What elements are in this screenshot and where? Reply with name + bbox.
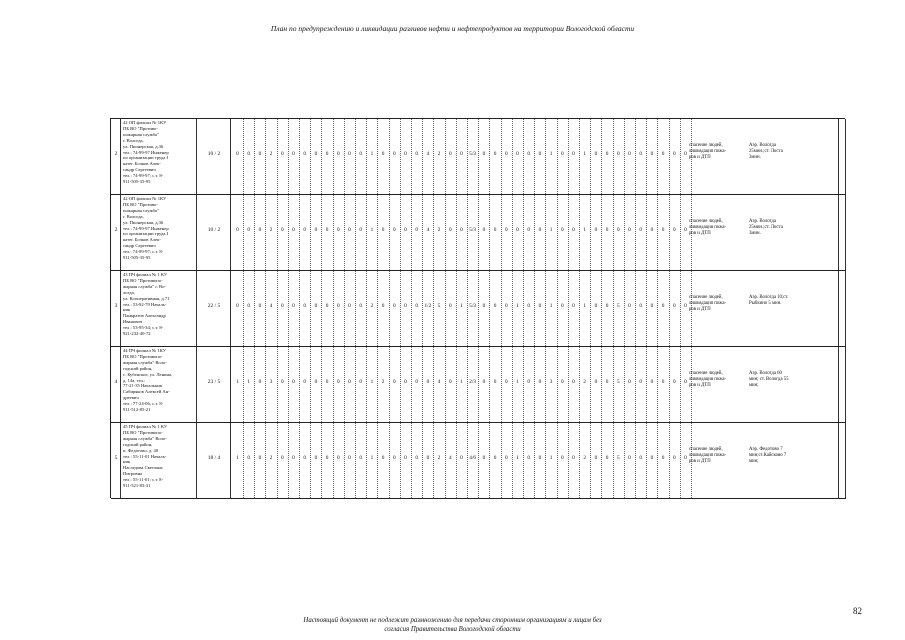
equipment-count: 0 (628, 455, 631, 461)
equipment-count: 0 (572, 455, 575, 461)
equipment-count: 0 (504, 303, 508, 309)
equipment-count: 2 (437, 455, 441, 461)
table-row (111, 195, 846, 271)
equipment-count: 0 (381, 227, 385, 233)
tasks-cell: спасение людей, ликвидация пожа- ров и ДТП (689, 143, 727, 161)
equipment-count: 0 (482, 303, 486, 309)
equipment-count: 0 (628, 303, 631, 309)
equipment-count: 1 (236, 379, 239, 385)
equipment-count: 0 (616, 151, 620, 157)
equipment-count: 0 (426, 379, 430, 385)
equipment-count: 1 (516, 303, 519, 309)
equipment-count: 2 (583, 455, 587, 461)
equipment-count: 0 (303, 151, 307, 157)
equipment-count: 0 (527, 151, 531, 157)
equipment-count: 0 (392, 303, 396, 309)
equipment-count: 0 (560, 303, 564, 309)
equipment-count: 0 (684, 303, 687, 309)
equipment-count: 0 (661, 455, 665, 461)
equipment-count: 0 (336, 303, 340, 309)
forces-table (110, 118, 845, 498)
equipment-count: 0 (661, 379, 665, 385)
equipment-count: 5 (437, 303, 441, 309)
equipment-count: 4 (448, 455, 452, 461)
equipment-count: 4 (437, 379, 441, 385)
equipment-count: 1 (549, 455, 553, 461)
unit-description: 44 ПЧ филиал № 1КУ ПБ ВО "Противопо- жарная служба" Воло- годский район, с. Кубенское, ул. Ленина, д. 14а, тел.: 77-21-35 Начальник Сабиряков Алексей Ан- дреевич тел.: 77-24-06; с.т. 8- 911-512-85-21 (123, 348, 173, 413)
equipment-count: 0 (426, 455, 430, 461)
equipment-count: 1 (370, 455, 374, 461)
equipment-count: 0 (504, 379, 508, 385)
equipment-count: 0 (314, 455, 318, 461)
equipment-count: 0 (493, 455, 497, 461)
equipment-count: 0 (415, 303, 419, 309)
equipment-count: 0 (527, 379, 531, 385)
equipment-count: 0 (482, 379, 486, 385)
equipment-count: 0 (672, 227, 676, 233)
equipment-count: 0 (247, 227, 251, 233)
equipment-count: 1/2 (424, 303, 432, 309)
tasks-cell: спасение людей, ликвидация пожа- ров и ДТП (689, 295, 727, 313)
equipment-count: 0 (493, 379, 497, 385)
equipment-count: 0 (672, 455, 676, 461)
equipment-count: 0 (236, 303, 239, 309)
equipment-count: 0 (292, 151, 295, 157)
equipment-count: 0 (650, 455, 654, 461)
equipment-count: 1 (247, 379, 251, 385)
equipment-count: 3 (549, 379, 553, 385)
equipment-count: 0 (280, 455, 284, 461)
equipment-count: 0 (392, 151, 396, 157)
equipment-count: 0 (572, 151, 575, 157)
tasks-cell: спасение людей, ликвидация пожа- ров и ДТП (689, 219, 727, 237)
equipment-count: 1 (370, 379, 374, 385)
equipment-count: 0 (258, 379, 262, 385)
equipment-count: 0 (572, 379, 575, 385)
equipment-count: 0 (639, 455, 643, 461)
footer-line: Настоящий документ не подлежит размножению для передачи сторонним организациям и лицам без (303, 617, 602, 624)
arrival-time-cell: Аэр. Вологда 25мин.;ст. Лоста 3мин. (749, 219, 783, 237)
equipment-count: 0 (392, 455, 396, 461)
page-number: 82 (853, 606, 862, 616)
equipment-count: 2 (370, 303, 374, 309)
equipment-count: 0 (381, 151, 385, 157)
equipment-count: 5 (616, 303, 620, 309)
equipment-count: 0 (538, 303, 542, 309)
equipment-count: 0 (493, 303, 497, 309)
equipment-count: 0 (280, 227, 284, 233)
equipment-count: 0 (280, 151, 284, 157)
equipment-count: 0 (280, 303, 284, 309)
equipment-count: 0 (661, 303, 665, 309)
equipment-count: 0 (448, 227, 452, 233)
table-row (111, 271, 846, 347)
equipment-count: 0 (359, 227, 363, 233)
equipment-count: 0 (527, 303, 531, 309)
equipment-count: 2 (583, 379, 587, 385)
equipment-count: 0 (661, 151, 665, 157)
equipment-count: 1 (583, 227, 587, 233)
equipment-count: 0 (348, 379, 351, 385)
personnel-value: 10 / 2 (207, 227, 221, 233)
equipment-count: 1 (583, 151, 587, 157)
unit-description: 42 ОП филиал № 1КУ ПБ ВО "Противо- пожарная служба" г. Вологда, ул. Пионерская, д.36 тел.: 74-99-97 Инженер по организации труда I катег. Бочков Алек- сандр Сергеевич тел.: 74-99-97; с.т. 8- 911-505-35-95 (123, 196, 169, 261)
equipment-count: 0 (415, 227, 419, 233)
equipment-count: 0 (493, 151, 497, 157)
equipment-count: 0 (639, 379, 643, 385)
equipment-count: 0 (594, 303, 598, 309)
equipment-count: 0 (247, 455, 251, 461)
equipment-count: 0 (560, 455, 564, 461)
equipment-count: 0 (359, 455, 363, 461)
equipment-count: 0 (650, 303, 654, 309)
equipment-count: 0 (303, 303, 307, 309)
equipment-count: 0 (303, 227, 307, 233)
equipment-count: 1 (583, 303, 587, 309)
equipment-count: 0 (672, 379, 676, 385)
equipment-count: 0 (325, 227, 329, 233)
equipment-count: 0 (504, 151, 508, 157)
equipment-count: 0 (404, 379, 407, 385)
equipment-count: 0 (448, 303, 452, 309)
equipment-count: 1 (516, 379, 519, 385)
equipment-count: 0 (516, 227, 519, 233)
equipment-count: 1 (516, 455, 519, 461)
equipment-count: 0 (303, 379, 307, 385)
equipment-count: 0 (482, 455, 486, 461)
arrival-time-cell: Аэр. Вологда 10;ст. Рыбкино 5 мин. (749, 295, 789, 307)
equipment-count: 0 (314, 303, 318, 309)
equipment-count: 0 (336, 379, 340, 385)
equipment-count: 0 (639, 227, 643, 233)
equipment-count: 0 (336, 151, 340, 157)
equipment-count: 2 (269, 227, 273, 233)
equipment-count: 5 (616, 455, 620, 461)
equipment-count: 4 (426, 151, 430, 157)
equipment-count: 0 (684, 455, 687, 461)
equipment-count: 0 (538, 455, 542, 461)
equipment-count: 0 (639, 303, 643, 309)
equipment-count: 2 (269, 455, 273, 461)
equipment-count: 0 (493, 227, 497, 233)
equipment-count: 0 (628, 151, 631, 157)
equipment-count: 1 (236, 455, 239, 461)
equipment-count: 0 (314, 227, 318, 233)
table-cell (784, 271, 839, 346)
equipment-count: 0 (594, 151, 598, 157)
equipment-count: 0 (415, 151, 419, 157)
equipment-count: 0 (594, 227, 598, 233)
document-footer (0, 616, 905, 634)
equipment-count: 0 (325, 455, 329, 461)
equipment-count: 1 (370, 151, 374, 157)
table-cell (839, 271, 846, 346)
equipment-count: 0 (292, 303, 295, 309)
personnel-value: 18 / 4 (207, 455, 221, 461)
equipment-count: 0 (247, 151, 251, 157)
personnel-value: 23 / 5 (207, 379, 221, 385)
equipment-count: 1 (549, 151, 553, 157)
equipment-count: 0 (482, 151, 486, 157)
equipment-count: 0 (538, 151, 542, 157)
equipment-count: 0 (359, 303, 363, 309)
equipment-count: 0 (684, 379, 687, 385)
arrival-time-cell: Аэр. Вологда 60 мин; ст. Вологда 55 мин; (749, 371, 789, 389)
equipment-count: 0 (560, 379, 564, 385)
equipment-count: 0 (538, 379, 542, 385)
equipment-count: 0 (280, 379, 284, 385)
equipment-count: 1 (460, 379, 463, 385)
table-row (111, 423, 846, 499)
row-number: 3 (114, 303, 118, 309)
equipment-count: 2 (381, 379, 385, 385)
equipment-count: 0 (650, 379, 654, 385)
equipment-count: 0 (314, 379, 318, 385)
equipment-count: 0 (628, 379, 631, 385)
row-number: 5 (114, 455, 118, 461)
equipment-count: 0 (661, 227, 665, 233)
equipment-count: 0 (628, 227, 631, 233)
equipment-count: 0 (258, 227, 262, 233)
table-cell (839, 195, 846, 270)
equipment-count: 3 (269, 379, 273, 385)
equipment-count: 0 (572, 227, 575, 233)
equipment-count: 0 (404, 303, 407, 309)
equipment-count: 1 (460, 303, 463, 309)
equipment-count: 0 (650, 227, 654, 233)
equipment-count: 0 (460, 151, 463, 157)
table-row (111, 119, 846, 195)
equipment-count: 0 (258, 303, 262, 309)
equipment-count: 0 (415, 379, 419, 385)
arrival-time-cell: Аэр. Вологда 25мин.;ст. Лоста 3мин. (749, 143, 783, 161)
equipment-count: 2 (269, 151, 273, 157)
equipment-count: 0 (448, 379, 452, 385)
equipment-count: 0 (381, 455, 385, 461)
equipment-count: 0 (460, 227, 463, 233)
unit-description: 42 ОП филиал № 1КУ ПБ ВО "Противо- пожарная служба" г. Вологда, ул. Пионерская, д.36 тел.: 74-99-97 Инженер по организации труда I катег. Бочков Алек- сандр Сергеевич тел.: 74-99-97; с.т. 8- 911-505-35-95 (123, 120, 169, 185)
equipment-count: 0 (605, 227, 609, 233)
tasks-cell: спасение людей, ликвидация пожа- ров и ДТП (689, 447, 727, 465)
equipment-count: 0 (359, 379, 363, 385)
equipment-count: 0 (359, 151, 363, 157)
row-number: 2 (114, 151, 118, 157)
equipment-count: 0 (258, 151, 262, 157)
equipment-count: 4 (269, 303, 273, 309)
equipment-count: 0 (527, 227, 531, 233)
equipment-count: 0 (336, 455, 340, 461)
table-row (111, 347, 846, 423)
equipment-count: 0 (404, 455, 407, 461)
equipment-count: 0 (594, 379, 598, 385)
table-cell (839, 347, 846, 422)
equipment-count: 0 (404, 227, 407, 233)
equipment-count: 0 (415, 455, 419, 461)
equipment-count: 1 (370, 227, 374, 233)
equipment-count: 4 (426, 227, 430, 233)
equipment-count: 0 (516, 151, 519, 157)
unit-description: 45 ПЧ филиал № 1 КУ ПБ ВО "Противопо- жарная служба" Воло- годский район, п. Федотово, д. 40 тел.: 55-11-01 Началь- ник Наследова Светлана Питровна тел.: 55-11-01; с.т. 8- 911-521-83-31 (123, 424, 168, 489)
equipment-count: 0 (348, 455, 351, 461)
equipment-count: 2 (437, 151, 441, 157)
document-header: План по предупреждению и ликвидации разливов нефти и нефтепродуктов на территории Вологодской области (270, 24, 635, 33)
equipment-count: 0 (560, 227, 564, 233)
equipment-count: 0 (236, 227, 239, 233)
equipment-count: 5 (616, 379, 620, 385)
equipment-count: 5/3 (469, 151, 477, 157)
equipment-count: 2 (437, 227, 441, 233)
arrival-time-cell: Аэр. Федотово 7 мин;ст.Кайсково 7 мин; (749, 447, 787, 465)
equipment-count: 0 (605, 303, 609, 309)
equipment-count: 0 (684, 227, 687, 233)
equipment-count: 0 (404, 151, 407, 157)
table-cell (839, 119, 846, 194)
equipment-count: 0 (672, 151, 676, 157)
equipment-count: 0 (527, 455, 531, 461)
equipment-count: 0 (572, 303, 575, 309)
equipment-count: 0 (348, 303, 351, 309)
equipment-count: 0 (314, 151, 318, 157)
equipment-count: 0 (258, 455, 262, 461)
equipment-count: 0 (292, 455, 295, 461)
equipment-count: 5/3 (469, 227, 477, 233)
equipment-count: 0 (381, 303, 385, 309)
equipment-count: 5/3 (469, 303, 477, 309)
tasks-cell: спасение людей, ликвидация пожа- ров и ДТП (689, 371, 727, 389)
footer-line: согласия Правительства Вологодской области (384, 626, 521, 633)
equipment-count: 0 (616, 227, 620, 233)
equipment-count: 0 (348, 227, 351, 233)
equipment-count: 0 (325, 379, 329, 385)
unit-description: 43 ПЧ филиал № 1 КУ ПБ ВО "Противопо- жарная служба" г. Во- логда, ул. Кооперативная, д.71 тел.: 53-92-79 Началь- ник Панкратов Александр Иванович тел.: 53-95-34; с.т. 8- 921-232-40-72 (123, 272, 170, 337)
equipment-count: 1 (549, 303, 553, 309)
equipment-count: 1 (549, 227, 553, 233)
equipment-count: 0 (504, 227, 508, 233)
equipment-count: 0 (247, 303, 251, 309)
equipment-count: 0 (672, 303, 676, 309)
equipment-count: 0 (392, 227, 396, 233)
row-number: 4 (114, 379, 118, 385)
equipment-count: 0 (292, 379, 295, 385)
equipment-count: 0 (605, 379, 609, 385)
equipment-count: 0 (560, 151, 564, 157)
equipment-count: 0 (605, 151, 609, 157)
equipment-count: 0 (392, 379, 396, 385)
equipment-count: 0 (538, 227, 542, 233)
equipment-count: 0 (348, 151, 351, 157)
equipment-count: 0 (292, 227, 295, 233)
equipment-count: 0 (639, 151, 643, 157)
equipment-count: 0 (504, 455, 508, 461)
table-cell (839, 423, 846, 498)
personnel-value: 22 / 5 (207, 303, 221, 309)
personnel-value: 10 / 2 (207, 151, 221, 157)
equipment-count: 0 (460, 455, 463, 461)
equipment-count: 0 (448, 151, 452, 157)
equipment-count: 0 (594, 455, 598, 461)
equipment-count: 0 (684, 151, 687, 157)
equipment-count: 0 (605, 455, 609, 461)
equipment-count: 0 (336, 227, 340, 233)
equipment-count: 0 (325, 303, 329, 309)
equipment-count: 4/6 (469, 455, 477, 461)
equipment-count: 0 (650, 151, 654, 157)
equipment-count: 0 (303, 455, 307, 461)
equipment-count: 2/3 (469, 379, 477, 385)
equipment-count: 0 (236, 151, 239, 157)
equipment-count: 0 (325, 151, 329, 157)
equipment-count: 0 (482, 227, 486, 233)
row-number: 2 (114, 227, 118, 233)
